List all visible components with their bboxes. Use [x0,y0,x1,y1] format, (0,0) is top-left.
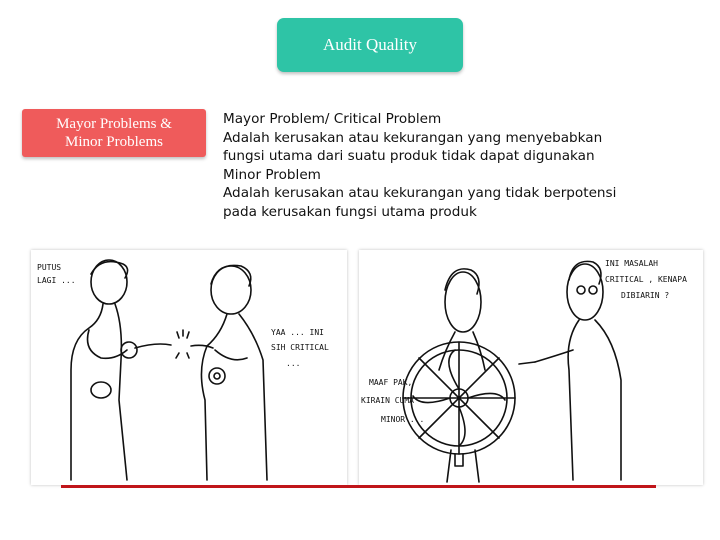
comic-illustration-cable [31,250,347,485]
speech-text-left-2: LAGI ... [37,276,76,285]
speech-text-right-4: MAAF PAK, [369,378,413,387]
topic-label [22,109,206,157]
topic-label-line-1: Mayor Problems & [56,116,172,132]
definition-line: Minor Problem [223,166,321,183]
speech-text-right-6: MINOR ... [381,415,425,424]
person-left-icon [71,260,137,480]
topic-label-line-2: Minor Problems [65,134,163,150]
slide-title [277,18,463,72]
definition-line: Adalah kerusakan atau kekurangan yang tidak berpotensi [223,185,617,202]
speech-text-left-1: PUTUS [37,263,62,272]
definition-line: Mayor Problem/ Critical Problem [223,111,442,127]
speech-text-left-5: ... [286,359,301,368]
topic-label-text [56,115,172,151]
person-boss-icon [519,261,621,480]
cable-icon [135,344,171,348]
slide-title-text: Audit Quality [323,35,417,54]
comic-panel-minor [359,250,703,485]
speech-text-right-5: KIRAIN CUMA [361,396,414,405]
fan-icon [403,342,515,466]
definition-line: Adalah kerusakan atau kekurangan yang menyebabkan [223,129,603,146]
speech-text-right-2: CRITICAL , KENAPA [605,275,687,284]
person-right-icon [201,265,267,480]
definition-text [223,110,683,222]
comic-panel-critical [31,250,347,485]
speech-text-left-3: YAA ... INI [271,328,324,337]
speech-text-right-1: INI MASALAH [605,259,658,268]
footer-divider [61,485,656,488]
comic-illustration-fan [359,250,703,485]
definition-line: pada kerusakan fungsi utama produk [223,203,477,220]
speech-text-left-4: SIH CRITICAL [271,343,329,352]
definition-line: fungsi utama dari suatu produk tidak dapat digunakan [223,148,595,165]
speech-text-right-3: DIBIARIN ? [621,291,670,300]
